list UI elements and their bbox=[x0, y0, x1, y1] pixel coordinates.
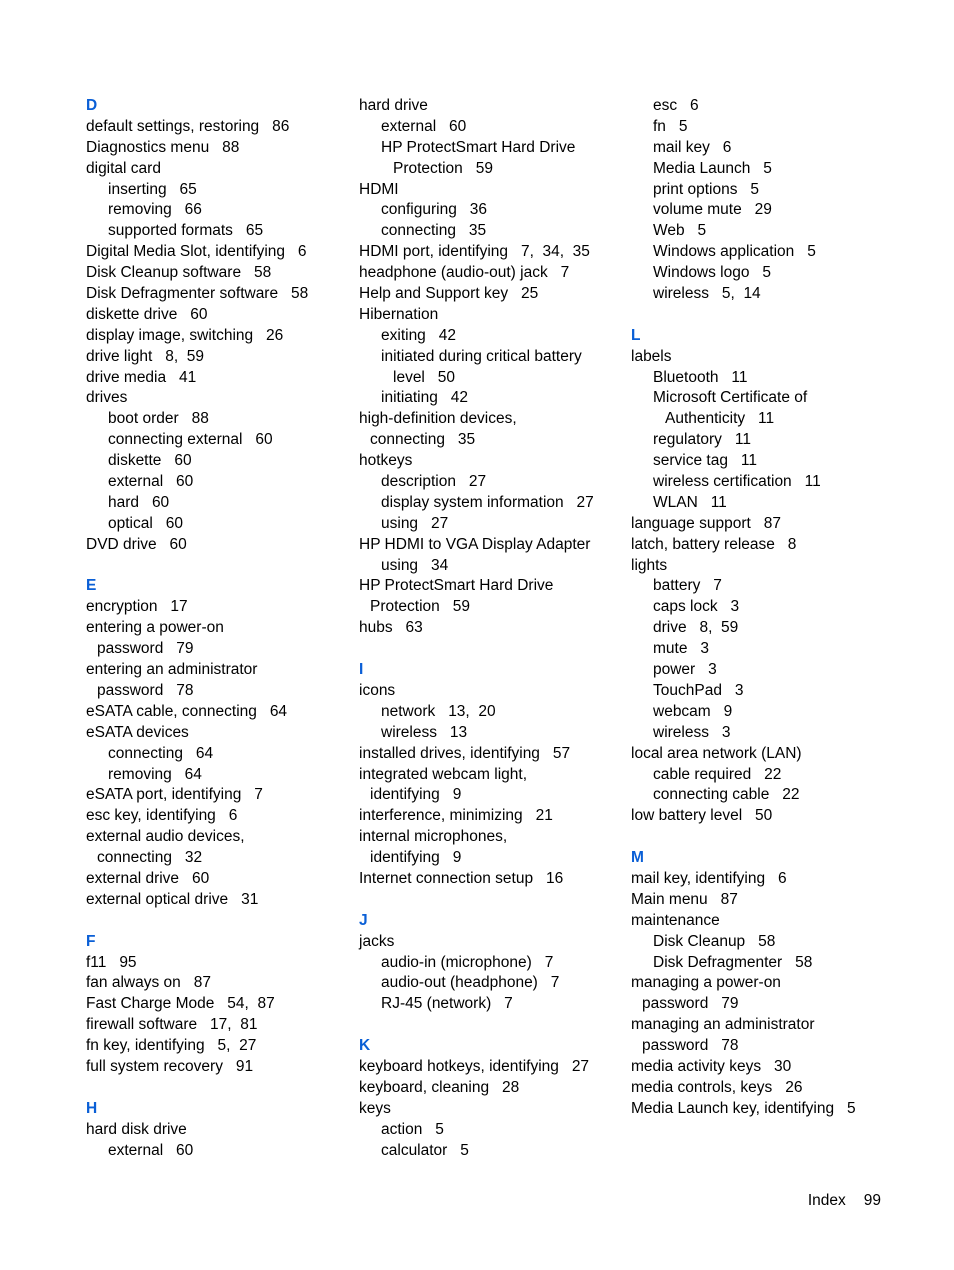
index-subentry: Microsoft Certificate of bbox=[653, 389, 808, 407]
index-subentry: connecting cable 22 bbox=[653, 786, 800, 804]
index-entry: drive light 8, 59 bbox=[86, 347, 205, 365]
index-entry: Internet connection setup 16 bbox=[359, 869, 564, 887]
index-subentry: connecting 35 bbox=[381, 222, 487, 240]
index-entry: HDMI port, identifying 7, 34, 35 bbox=[359, 243, 590, 261]
index-entry: full system recovery 91 bbox=[86, 1057, 254, 1075]
index-entry: HP ProtectSmart Hard Drive bbox=[359, 577, 554, 595]
index-entry-continuation: level 50 bbox=[393, 368, 456, 386]
index-entry: maintenance bbox=[631, 911, 720, 929]
index-entry: display image, switching 26 bbox=[86, 326, 284, 344]
footer-label: Index bbox=[807, 1192, 846, 1209]
index-entry: Fast Charge Mode 54, 87 bbox=[86, 995, 275, 1013]
index-letter-heading: F bbox=[86, 932, 96, 950]
index-subentry: wireless 13 bbox=[381, 723, 468, 741]
index-entry: language support 87 bbox=[631, 514, 781, 532]
index-entry: hubs 63 bbox=[359, 619, 423, 637]
index-subentry: optical 60 bbox=[108, 514, 183, 532]
index-entry: digital card bbox=[86, 159, 161, 177]
index-letter-heading: K bbox=[359, 1037, 371, 1055]
index-subentry: using 27 bbox=[381, 514, 449, 532]
index-entry: integrated webcam light, bbox=[359, 765, 528, 783]
index-entry: media activity keys 30 bbox=[631, 1057, 792, 1075]
index-entry: managing a power-on bbox=[631, 974, 781, 992]
index-subentry: Web 5 bbox=[653, 222, 707, 240]
index-letter-heading: E bbox=[86, 577, 97, 595]
index-subentry: volume mute 29 bbox=[653, 201, 772, 219]
index-entry: external optical drive 31 bbox=[86, 890, 259, 908]
index-entry: hotkeys bbox=[359, 452, 413, 470]
index-letter-heading: H bbox=[86, 1099, 98, 1117]
index-column-3 bbox=[631, 96, 891, 1120]
index-entry: latch, battery release 8 bbox=[631, 535, 797, 553]
index-entry: high-definition devices, bbox=[359, 410, 517, 428]
index-subentry: cable required 22 bbox=[653, 765, 782, 783]
index-entry-continuation: Protection 59 bbox=[370, 598, 470, 616]
index-entry: external drive 60 bbox=[86, 869, 210, 887]
index-entry: media controls, keys 26 bbox=[631, 1078, 803, 1096]
index-entry: HDMI bbox=[359, 180, 399, 198]
index-entry: Disk Cleanup software 58 bbox=[86, 264, 272, 282]
index-subentry: esc 6 bbox=[653, 97, 699, 114]
index-entry-continuation: identifying 9 bbox=[370, 849, 462, 867]
index-entry: Diagnostics menu 88 bbox=[86, 138, 240, 156]
index-subentry: connecting 64 bbox=[108, 744, 214, 762]
index-subentry: print options 5 bbox=[653, 180, 759, 198]
index-entry-continuation: connecting 35 bbox=[370, 431, 476, 449]
index-entry: interference, minimizing 21 bbox=[359, 807, 553, 825]
index-subentry: drive 8, 59 bbox=[653, 619, 739, 637]
index-letter-heading: M bbox=[631, 849, 644, 867]
section-spacer bbox=[86, 556, 346, 577]
index-subentry: TouchPad 3 bbox=[653, 681, 744, 699]
index-subentry: audio-in (microphone) 7 bbox=[381, 953, 554, 971]
index-entry-continuation: connecting 32 bbox=[97, 849, 203, 867]
index-entry: Help and Support key 25 bbox=[359, 285, 539, 303]
index-entry: Hibernation bbox=[359, 305, 439, 323]
index-entry: lights bbox=[631, 556, 668, 574]
index-entry-continuation: password 79 bbox=[97, 640, 194, 658]
index-entry: jacks bbox=[359, 932, 395, 950]
index-entry: DVD drive 60 bbox=[86, 535, 187, 553]
index-entry: Main menu 87 bbox=[631, 890, 738, 908]
index-entry-continuation: Protection 59 bbox=[393, 159, 493, 177]
index-entry: internal microphones, bbox=[359, 828, 508, 846]
index-entry: HP HDMI to VGA Display Adapter bbox=[359, 535, 591, 553]
index-subentry: network 13, 20 bbox=[381, 702, 496, 720]
index-entry-continuation: password 78 bbox=[97, 681, 194, 699]
section-spacer bbox=[359, 639, 621, 660]
index-subentry: description 27 bbox=[381, 473, 487, 491]
index-subentry: boot order 88 bbox=[108, 410, 209, 428]
index-entry: labels bbox=[631, 347, 672, 365]
index-subentry: wireless certification 11 bbox=[653, 473, 821, 491]
section-spacer bbox=[86, 1078, 346, 1099]
section-spacer bbox=[86, 911, 346, 932]
index-subentry: removing 64 bbox=[108, 765, 202, 783]
index-subentry: display system information 27 bbox=[381, 493, 594, 511]
index-entry: Disk Defragmenter software 58 bbox=[86, 285, 309, 303]
index-entry: diskette drive 60 bbox=[86, 305, 208, 323]
index-subentry: Disk Cleanup 58 bbox=[653, 932, 776, 950]
index-entry: hard drive bbox=[359, 97, 428, 114]
index-entry: eSATA cable, connecting 64 bbox=[86, 702, 288, 720]
index-entry: eSATA port, identifying 7 bbox=[86, 786, 263, 804]
index-subentry: audio-out (headphone) 7 bbox=[381, 974, 560, 992]
index-subentry: hard 60 bbox=[108, 493, 170, 511]
index-subentry: Disk Defragmenter 58 bbox=[653, 953, 813, 971]
section-spacer bbox=[359, 1015, 621, 1036]
index-subentry: external 60 bbox=[108, 1141, 194, 1159]
index-subentry: removing 66 bbox=[108, 201, 202, 219]
index-subentry: wireless 5, 14 bbox=[653, 285, 761, 303]
index-letter-heading: D bbox=[86, 97, 98, 114]
index-entry: firewall software 17, 81 bbox=[86, 1016, 258, 1034]
index-entry: external audio devices, bbox=[86, 828, 245, 846]
index-subentry: Windows logo 5 bbox=[653, 264, 772, 282]
index-subentry: battery 7 bbox=[653, 577, 722, 595]
index-subentry: wireless 3 bbox=[653, 723, 731, 741]
index-entry: entering a power-on bbox=[86, 619, 224, 637]
section-spacer bbox=[359, 890, 621, 911]
index-subentry: external 60 bbox=[108, 473, 194, 491]
index-subentry: configuring 36 bbox=[381, 201, 487, 219]
page-number: 99 bbox=[863, 1192, 881, 1209]
index-subentry: mute 3 bbox=[653, 640, 709, 658]
index-subentry: using 34 bbox=[381, 556, 449, 574]
index-entry: managing an administrator bbox=[631, 1016, 815, 1034]
index-entry: encryption 17 bbox=[86, 598, 188, 616]
page-footer bbox=[808, 1192, 881, 1210]
index-entry: headphone (audio-out) jack 7 bbox=[359, 264, 570, 282]
index-subentry: action 5 bbox=[381, 1120, 444, 1138]
index-subentry: initiating 42 bbox=[381, 389, 469, 407]
index-entry: esc key, identifying 6 bbox=[86, 807, 238, 825]
index-entry: keys bbox=[359, 1099, 391, 1117]
section-spacer bbox=[631, 305, 891, 326]
index-entry-continuation: password 79 bbox=[642, 995, 739, 1013]
index-entry: local area network (LAN) bbox=[631, 744, 802, 762]
index-subentry: caps lock 3 bbox=[653, 598, 740, 616]
index-subentry: service tag 11 bbox=[653, 452, 757, 470]
index-column-1 bbox=[86, 96, 346, 1161]
index-entry: eSATA devices bbox=[86, 723, 189, 741]
index-subentry: fn 5 bbox=[653, 117, 688, 135]
index-subentry: RJ-45 (network) 7 bbox=[381, 995, 513, 1013]
index-subentry: Bluetooth 11 bbox=[653, 368, 748, 386]
index-entry: drive media 41 bbox=[86, 368, 197, 386]
index-subentry: calculator 5 bbox=[381, 1141, 469, 1159]
index-letter-heading: L bbox=[631, 326, 641, 344]
index-entry: fn key, identifying 5, 27 bbox=[86, 1037, 257, 1055]
index-subentry: mail key 6 bbox=[653, 138, 732, 156]
index-subentry: regulatory 11 bbox=[653, 431, 751, 449]
index-subentry: inserting 65 bbox=[108, 180, 197, 198]
index-subentry: Media Launch 5 bbox=[653, 159, 772, 177]
index-letter-heading: J bbox=[359, 911, 368, 929]
index-entry: Digital Media Slot, identifying 6 bbox=[86, 243, 307, 261]
index-subentry: webcam 9 bbox=[653, 702, 733, 720]
index-subentry: WLAN 11 bbox=[653, 493, 727, 511]
index-subentry: Windows application 5 bbox=[653, 243, 816, 261]
index-entry: entering an administrator bbox=[86, 661, 258, 679]
index-entry: hard disk drive bbox=[86, 1120, 187, 1138]
index-entry: installed drives, identifying 57 bbox=[359, 744, 571, 762]
index-entry: f11 95 bbox=[86, 953, 137, 971]
index-entry-continuation: Authenticity 11 bbox=[665, 410, 775, 428]
index-entry: Media Launch key, identifying 5 bbox=[631, 1099, 856, 1117]
index-subentry: power 3 bbox=[653, 661, 717, 679]
index-entry: mail key, identifying 6 bbox=[631, 869, 787, 887]
index-subentry: external 60 bbox=[381, 117, 467, 135]
index-entry: keyboard hotkeys, identifying 27 bbox=[359, 1057, 590, 1075]
index-entry-continuation: password 78 bbox=[642, 1037, 739, 1055]
section-spacer bbox=[631, 827, 891, 848]
index-letter-heading: I bbox=[359, 661, 364, 679]
index-subentry: connecting external 60 bbox=[108, 431, 273, 449]
index-subentry: diskette 60 bbox=[108, 452, 192, 470]
index-subentry: initiated during critical battery bbox=[381, 347, 582, 365]
index-subentry: supported formats 65 bbox=[108, 222, 264, 240]
index-subentry: exiting 42 bbox=[381, 326, 456, 344]
index-entry: low battery level 50 bbox=[631, 807, 773, 825]
index-entry: keyboard, cleaning 28 bbox=[359, 1078, 520, 1096]
index-column-2 bbox=[359, 96, 621, 1161]
index-entry: drives bbox=[86, 389, 128, 407]
index-entry: icons bbox=[359, 681, 396, 699]
index-entry-continuation: identifying 9 bbox=[370, 786, 462, 804]
index-subentry: HP ProtectSmart Hard Drive bbox=[381, 138, 576, 156]
index-entry: fan always on 87 bbox=[86, 974, 211, 992]
index-entry: default settings, restoring 86 bbox=[86, 117, 290, 135]
